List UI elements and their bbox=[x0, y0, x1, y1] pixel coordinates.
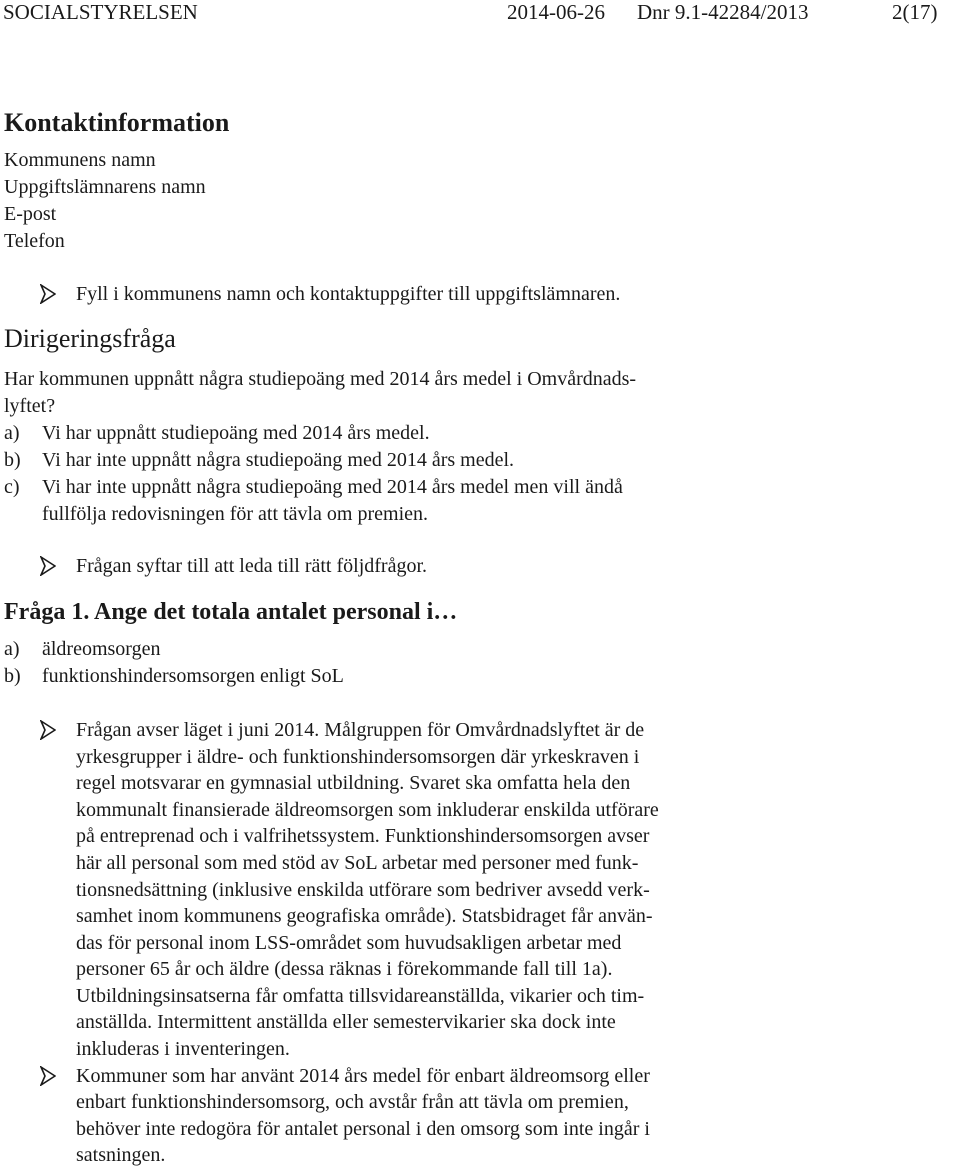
option-label: b) bbox=[4, 665, 21, 687]
note-line: Frågan avser läget i juni 2014. Målgruppen för Omvårdnadslyftet är de bbox=[76, 719, 645, 741]
arrowhead-bullet-icon bbox=[40, 720, 56, 740]
header-organization: SOCIALSTYRELSEN bbox=[3, 0, 198, 24]
arrowhead-bullet-icon bbox=[40, 1066, 56, 1086]
question-1-option-b bbox=[4, 663, 344, 689]
note-line: tionsnedsättning (inklusive enskilda utförare som bedriver avsedd verk- bbox=[76, 879, 650, 901]
header-date: 2014-06-26 bbox=[507, 0, 605, 24]
routing-note-text: Frågan syftar till att leda till rätt följdfrågor. bbox=[76, 555, 428, 577]
note-line: personer 65 år och äldre (dessa räknas i förekommande fall till 1a). bbox=[76, 958, 613, 980]
contact-field-respondent: Uppgiftslämnarens namn bbox=[4, 176, 206, 198]
contact-instruction-text: Fyll i kommunens namn och kontaktuppgifter till uppgiftslämnaren. bbox=[76, 283, 621, 305]
option-text: funktionshindersomsorgen enligt SoL bbox=[42, 665, 344, 687]
header-diary-number: Dnr 9.1-42284/2013 bbox=[637, 0, 809, 24]
option-text: fullfölja redovisningen för att tävla om premien. bbox=[42, 503, 428, 525]
option-label: b) bbox=[4, 449, 21, 471]
routing-option-c-continued bbox=[4, 501, 428, 527]
routing-question-line-1: Har kommunen uppnått några studiepoäng med 2014 års medel i Omvårdnads- bbox=[4, 368, 637, 390]
routing-question-line-2: lyftet? bbox=[4, 395, 56, 417]
note-line: enbart funktionshindersomsorg, och avstår från att tävla om premien, bbox=[76, 1091, 629, 1113]
option-text: Vi har inte uppnått några studiepoäng med 2014 års medel men vill ändå bbox=[42, 476, 623, 498]
option-label: a) bbox=[4, 422, 20, 444]
note-line: satsningen. bbox=[76, 1144, 166, 1166]
contact-field-phone: Telefon bbox=[4, 230, 65, 252]
note-line: behöver inte redogöra för antalet personal i den omsorg som inte ingår i bbox=[76, 1118, 650, 1140]
question-1-heading: Fråga 1. Ange det totala antalet personal i… bbox=[4, 599, 458, 625]
contact-field-municipality: Kommunens namn bbox=[4, 149, 156, 171]
arrowhead-bullet-icon bbox=[40, 556, 56, 576]
routing-heading: Dirigeringsfråga bbox=[4, 324, 176, 353]
note-line: här all personal som med stöd av SoL arbetar med personer med funk- bbox=[76, 852, 639, 874]
routing-option-a bbox=[4, 420, 430, 446]
option-label: c) bbox=[4, 476, 20, 498]
note-line: yrkesgrupper i äldre- och funktionshindersomsorgen där yrkeskraven i bbox=[76, 746, 640, 768]
routing-option-c bbox=[4, 474, 623, 500]
note-line: kommunalt finansierade äldreomsorgen som inkluderar enskilda utförare bbox=[76, 799, 659, 821]
note-line: das för personal inom LSS-området som huvudsakligen arbetar med bbox=[76, 932, 622, 954]
routing-option-b bbox=[4, 447, 514, 473]
option-label: a) bbox=[4, 638, 20, 660]
contact-field-email: E-post bbox=[4, 203, 57, 225]
note-line: anställda. Intermittent anställda eller semestervikarier ska dock inte bbox=[76, 1011, 616, 1033]
option-text: Vi har inte uppnått några studiepoäng med 2014 års medel. bbox=[42, 449, 515, 471]
option-text: äldreomsorgen bbox=[42, 638, 161, 660]
note-line: regel motsvarar en gymnasial utbildning. Svaret ska omfatta hela den bbox=[76, 772, 631, 794]
question-1-option-a bbox=[4, 636, 161, 662]
arrowhead-bullet-icon bbox=[40, 284, 56, 304]
note-line: inkluderas i inventeringen. bbox=[76, 1038, 290, 1060]
header-page-number: 2(17) bbox=[892, 0, 938, 24]
option-text: Vi har uppnått studiepoäng med 2014 års medel. bbox=[42, 422, 430, 444]
note-line: på entreprenad och i valfrihetssystem. Funktionshindersomsorgen avser bbox=[76, 825, 650, 847]
contact-heading: Kontaktinformation bbox=[4, 108, 230, 137]
note-line: samhet inom kommunens geografiska område). Statsbidraget får använ- bbox=[76, 905, 653, 927]
note-line: Kommuner som har använt 2014 års medel för enbart äldreomsorg eller bbox=[76, 1065, 650, 1087]
note-line: Utbildningsinsatserna får omfatta tillsvidareanställda, vikarier och tim- bbox=[76, 985, 645, 1007]
